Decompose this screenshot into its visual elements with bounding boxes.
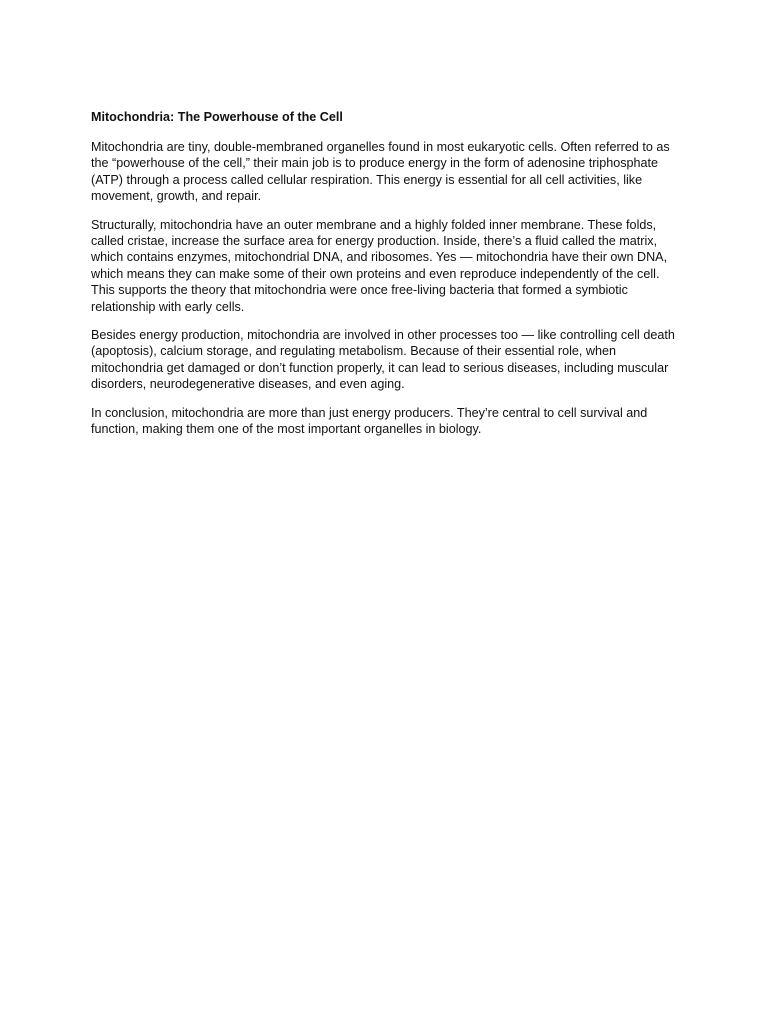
paragraph-intro: Mitochondria are tiny, double-membraned organelles found in most eukaryotic cells. Often referred to as the “powerhouse of the cell,” their main job is to produce energy in the form of adenosine triphosphate (ATP) through a process called cellular respiration. This energy is essential for all cell activities, like movement, growth, and repair. (91, 140, 670, 204)
paragraph-structure: Structurally, mitochondria have an outer membrane and a highly folded inner membrane. These folds, called cristae, increase the surface area for energy production. Inside, there’s a fluid called the matrix, which contains enzymes, mitochondrial DNA, and ribosomes. Yes — mitochondria have their own DNA, which means they can make some of their own proteins and even reproduce independently of the cell. This supports the theory that mitochondria were once free-living bacteria that formed a symbiotic relationship with early cells. (91, 217, 668, 314)
document-title: Mitochondria: The Powerhouse of the Cell (91, 110, 343, 124)
paragraph-conclusion: In conclusion, mitochondria are more than just energy producers. They’re central to cell survival and function, making them one of the most important organelles in biology. (91, 405, 648, 437)
paragraph-functions: Besides energy production, mitochondria are involved in other processes too — like controlling cell death (apoptosis), calcium storage, and regulating metabolism. Because of their essential role, when mitochondria get damaged or don’t function properly, it can lead to serious diseases, including muscular disorders, neurodegenerative diseases, and even aging. (91, 328, 675, 392)
